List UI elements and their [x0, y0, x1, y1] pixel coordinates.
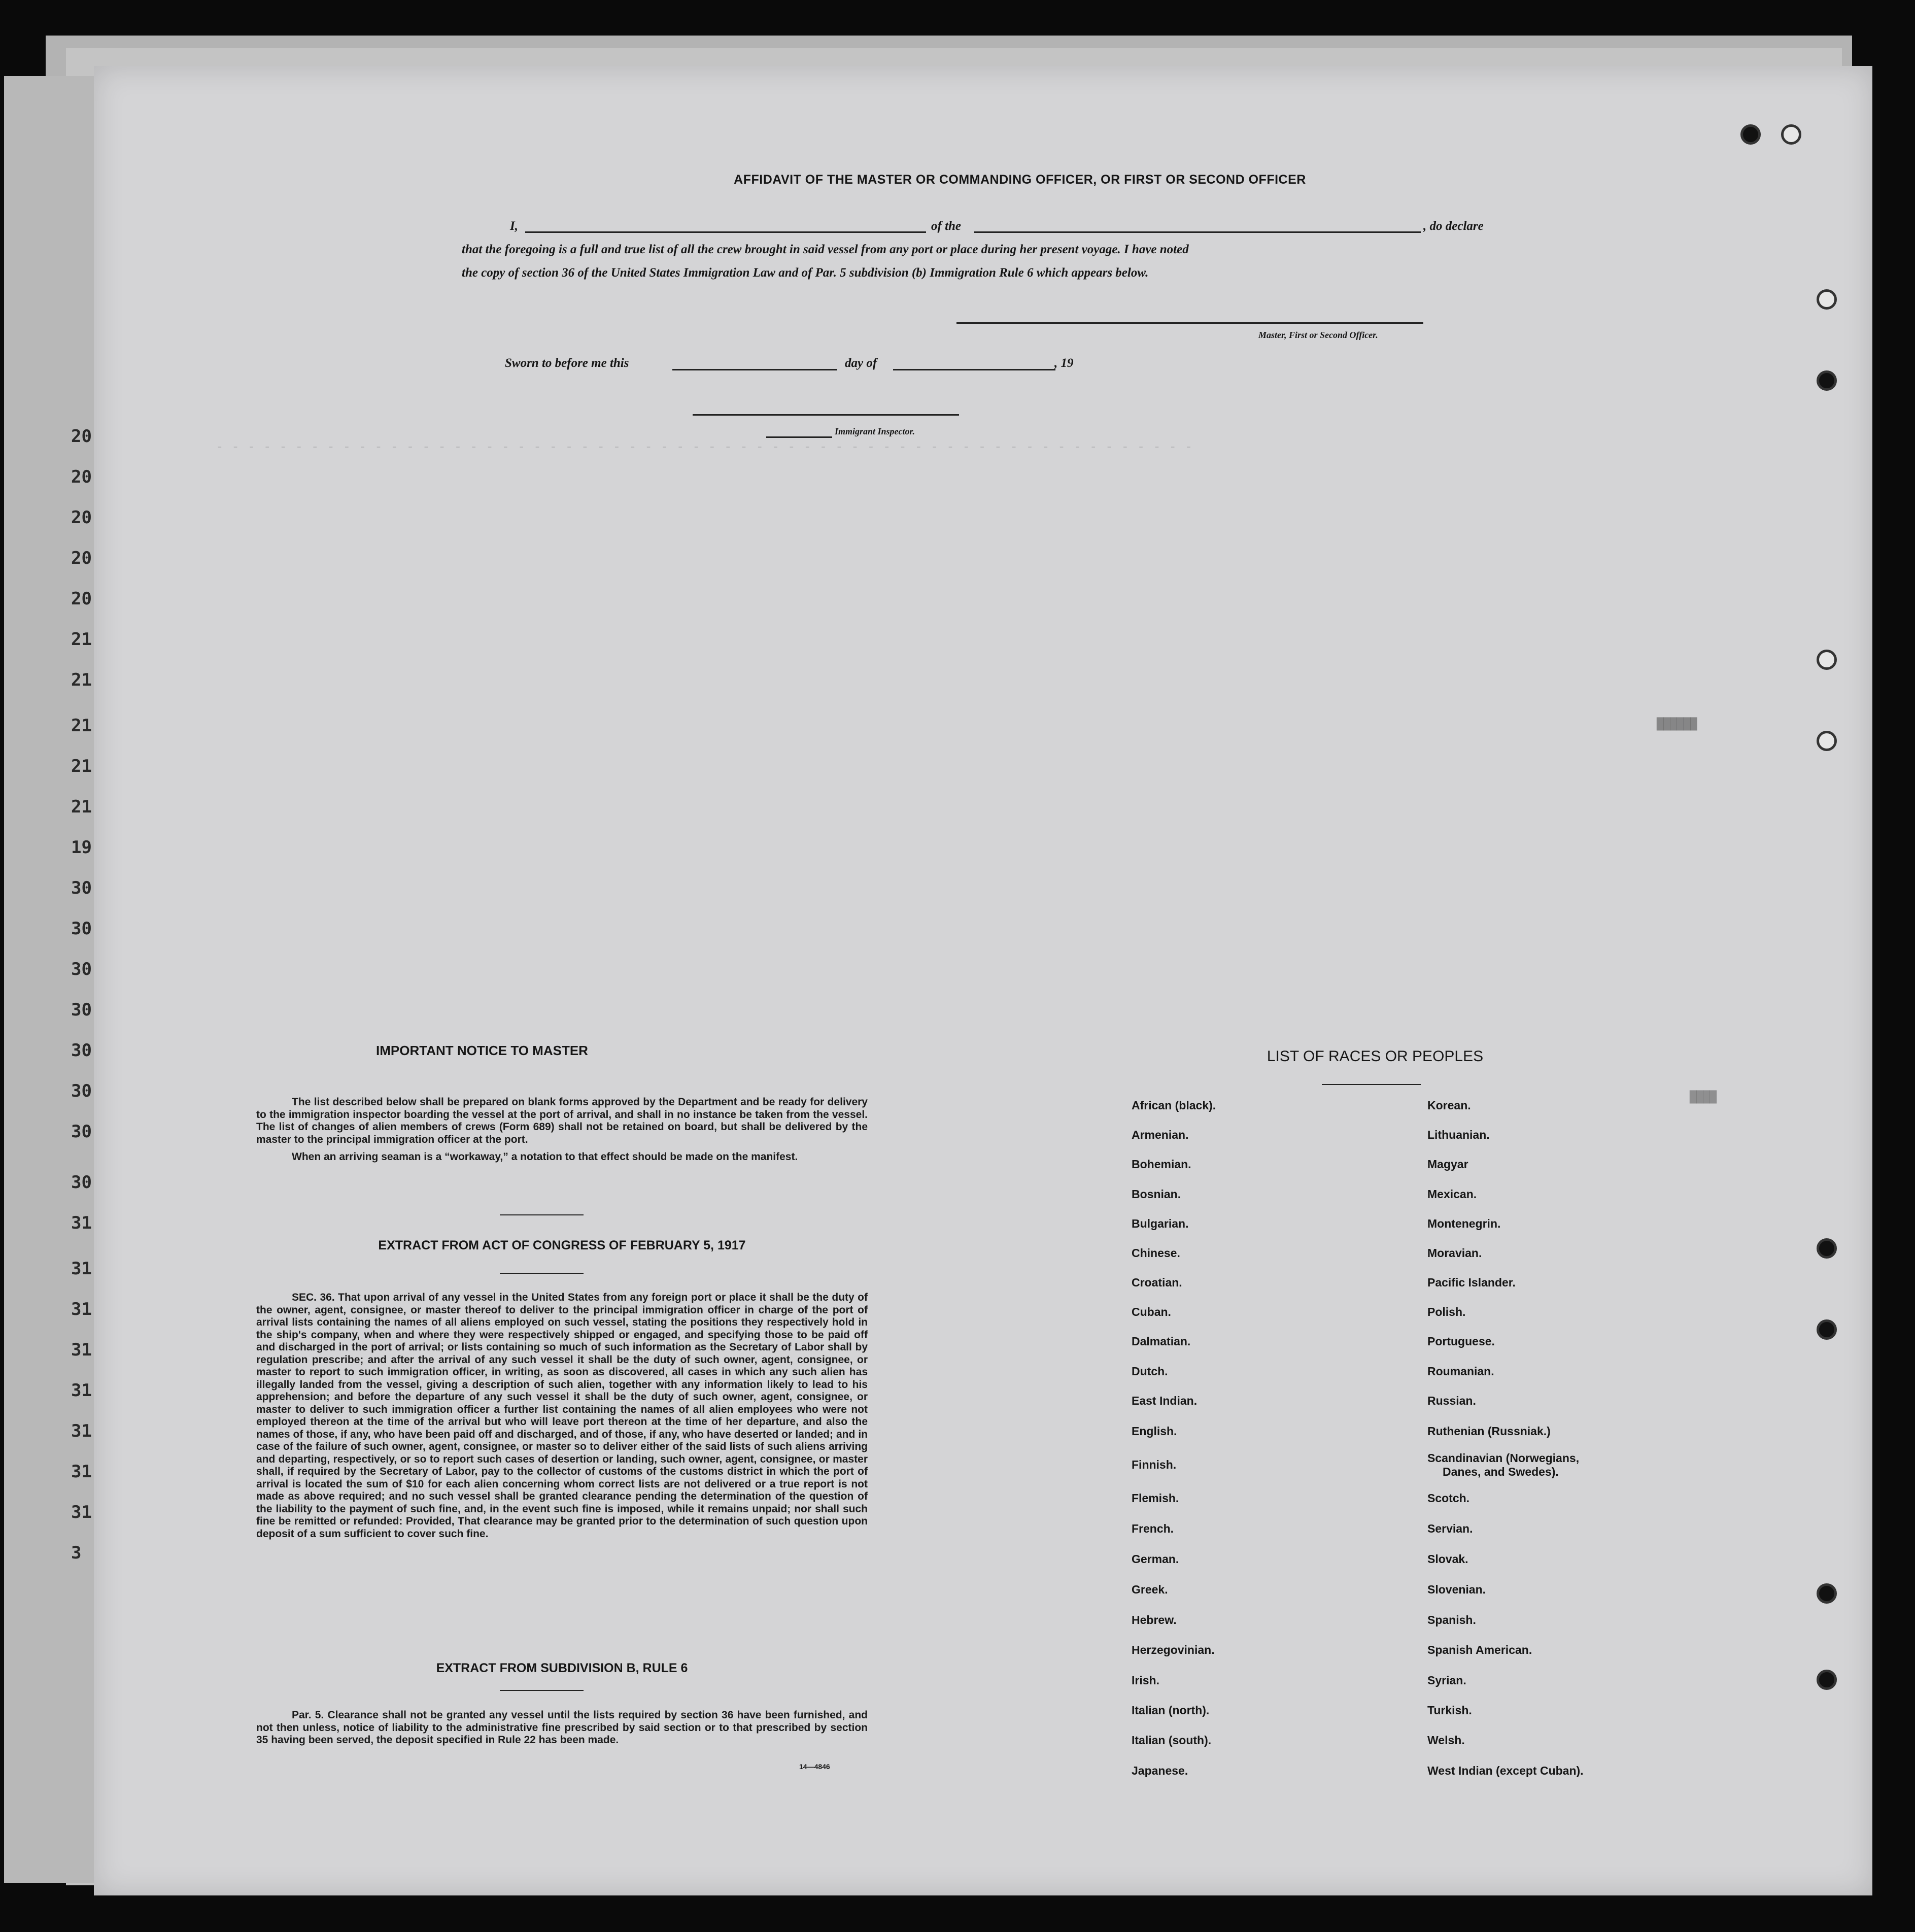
margin-number: 21	[71, 756, 92, 776]
race-item: Hebrew.	[1132, 1613, 1177, 1626]
margin-number: 31	[71, 1299, 92, 1319]
race-item: Spanish.	[1427, 1613, 1476, 1626]
race-item: Italian (south).	[1132, 1734, 1212, 1747]
notice-body	[256, 1096, 868, 1164]
race-item: Korean.	[1427, 1099, 1471, 1112]
margin-number: 30	[71, 1040, 92, 1061]
affidavit-i: I,	[510, 219, 518, 233]
race-item: Welsh.	[1427, 1734, 1465, 1747]
binder-hole	[1817, 1319, 1837, 1340]
race-item: Syrian.	[1427, 1674, 1466, 1687]
margin-number: 30	[71, 1081, 92, 1101]
race-item: Croatian.	[1132, 1276, 1182, 1289]
notice-title: IMPORTANT NOTICE TO MASTER	[376, 1043, 588, 1058]
binder-hole	[1817, 289, 1837, 310]
binder-hole	[1817, 731, 1837, 751]
divider	[500, 1214, 584, 1215]
race-item: Bosnian.	[1132, 1188, 1181, 1201]
race-item: English.	[1132, 1425, 1177, 1438]
divider	[1322, 1084, 1421, 1085]
affidavit-line3: the copy of section 36 of the United States Immigration Law and of Par. 5 subdivision (b) Immigration Rule 6 which appears below.	[462, 266, 1149, 280]
race-item: Montenegrin.	[1427, 1217, 1501, 1230]
margin-number: 20	[71, 467, 92, 487]
section-36-text: SEC. 36. That upon arrival of any vessel in the United States from any foreign port or place it shall be the duty of the owner, agent, consignee, or master thereof to deliver to the principal immigration officer in charge of the port of arrival lists containing the names of all aliens employed on such vessel, stating the positions they respectively hold in the ship's company, when and where they were respectively shipped or engaged, and specifying those to be paid off and discharged in the port of arrival; or lists containing so much of such information as the Secretary of Labor shall by regulation prescribe; and after the arrival of any such vessel it shall be the duty of such owner, agent, consignee, or master to report to such immigration officer, in writing, as soon as discovered, all cases in which any such alien has illegally landed from the vessel, giving a description of such alien, together with any information likely to lead to his apprehension; and before the departure of any such vessel it shall be the duty of such owner, agent, consignee, or master to deliver to such immigration officer a further list containing the names of all alien employees who were not employed thereon at the time of the arrival but who will leave port thereon at the time of her departure, and also the names of those, if any, who have been paid off and discharged, and of those, if any, who have deserted or landed; and in case of the failure of such owner, agent, consignee, or master so to deliver either of the said lists of such aliens arriving and departing, respectively, or so to report such cases of desertion or landing, such owner, agent, consignee, or master shall, if required by the Secretary of Labor, pay to the collector of customs of the customs district in which the port of arrival is located the sum of $10 for each alien concerning whom correct lists are not delivered or a true report is not made as above required; and no such vessel shall be granted clearance pending the determination of the question of the liability to the payment of such fine, and, in the event such fine is imposed, while it remains unpaid; nor shall such fine be remitted or refunded: Provided, That clearance may be granted prior to the determination of such question upon deposit of a sum sufficient to cover such fine.	[256, 1292, 868, 1540]
inspector-signature-line	[693, 414, 959, 416]
inspector-caption-line	[766, 436, 832, 438]
affidavit-title: AFFIDAVIT OF THE MASTER OR COMMANDING OFFICER, OR FIRST OR SECOND OFFICER	[734, 173, 1306, 187]
affidavit-of-the: of the	[931, 219, 962, 233]
race-item: Herzegovinian.	[1132, 1643, 1215, 1656]
notice-paragraph-1: The list described below shall be prepared on blank forms approved by the Department and be ready for delivery to the immigration inspector boarding the vessel at the port of arrival, and shall in no instance be taken from the vessel. The list of changes of alien members of crews (Form 689) shall not be retained on board, but shall be delivered by the master to the principal immigration officer at the port.	[256, 1096, 868, 1145]
margin-number: 21	[71, 716, 92, 736]
binder-hole	[1781, 124, 1801, 145]
act-extract-body	[256, 1292, 868, 1540]
vessel-blank-line	[974, 231, 1421, 233]
binder-hole	[1817, 370, 1837, 391]
margin-number: 30	[71, 878, 92, 898]
margin-number: 20	[71, 507, 92, 528]
race-item: Magyar	[1427, 1158, 1468, 1171]
sworn-text: Sworn to before me this	[505, 356, 629, 370]
race-item: Finnish.	[1132, 1458, 1177, 1471]
margin-number: 31	[71, 1462, 92, 1482]
margin-number: 31	[71, 1502, 92, 1522]
margin-number: 19	[71, 837, 92, 858]
race-item: Danes, and Swedes).	[1443, 1465, 1559, 1478]
race-item: Slovenian.	[1427, 1583, 1486, 1596]
races-title: LIST OF RACES OR PEOPLES	[1267, 1048, 1484, 1065]
margin-number: 21	[71, 670, 92, 690]
race-item: Flemish.	[1132, 1492, 1179, 1505]
margin-number: 31	[71, 1340, 92, 1360]
notice-paragraph-2: When an arriving seaman is a “workaway,” a notation to that effect should be made on the manifest.	[292, 1151, 798, 1163]
race-item: Servian.	[1427, 1522, 1473, 1535]
sworn-day-blank	[672, 369, 837, 370]
race-item: East Indian.	[1132, 1394, 1198, 1407]
margin-number: 20	[71, 589, 92, 609]
race-item: Pacific Islander.	[1427, 1276, 1516, 1289]
rule-extract-title: EXTRACT FROM SUBDIVISION B, RULE 6	[436, 1661, 688, 1675]
margin-number: 30	[71, 919, 92, 939]
margin-number: 31	[71, 1421, 92, 1441]
race-item: Greek.	[1132, 1583, 1168, 1596]
race-item: Russian.	[1427, 1394, 1476, 1407]
margin-number: 20	[71, 426, 92, 447]
race-item: African (black).	[1132, 1099, 1216, 1112]
race-item: Moravian.	[1427, 1246, 1482, 1260]
margin-number: 30	[71, 1172, 92, 1193]
affidavit-declare: , do declare	[1423, 219, 1484, 233]
margin-number: 3	[71, 1543, 82, 1563]
margin-number: 21	[71, 797, 92, 817]
inspector-caption: Immigrant Inspector.	[835, 426, 915, 436]
rule-extract-body	[256, 1709, 868, 1747]
race-item: Dalmatian.	[1132, 1335, 1191, 1348]
margin-number: 30	[71, 1000, 92, 1020]
master-caption: Master, First or Second Officer.	[1258, 330, 1378, 340]
margin-number: 31	[71, 1380, 92, 1401]
margin-number: 31	[71, 1213, 92, 1233]
race-item: Cuban.	[1132, 1305, 1171, 1318]
margin-number: 20	[71, 548, 92, 568]
divider	[500, 1273, 584, 1274]
margin-number: 30	[71, 959, 92, 979]
par-5-text: Par. 5. Clearance shall not be granted any vessel until the lists required by section 36 have been furnished, and not then unless, notice of liability to the administrative fine prescribed by said section or to that prescribed by section 35 having been served, the deposit specified in Rule 22 has been made.	[256, 1709, 868, 1746]
underlying-page-margin	[4, 76, 95, 1883]
race-item: Dutch.	[1132, 1365, 1168, 1378]
race-item: Italian (north).	[1132, 1704, 1210, 1717]
race-item: Portuguese.	[1427, 1335, 1495, 1348]
form-number: 14—4846	[799, 1762, 830, 1771]
act-extract-title: EXTRACT FROM ACT OF CONGRESS OF FEBRUARY 5, 1917	[378, 1238, 746, 1252]
sworn-month-blank	[893, 369, 1055, 370]
race-item: Ruthenian (Russniak.)	[1427, 1425, 1551, 1438]
margin-number: 30	[71, 1122, 92, 1142]
binder-hole	[1817, 1670, 1837, 1690]
master-signature-line	[956, 322, 1423, 324]
race-item: Spanish American.	[1427, 1643, 1532, 1656]
race-item: Polish.	[1427, 1305, 1466, 1318]
race-item: West Indian (except Cuban).	[1427, 1764, 1584, 1777]
binder-hole	[1740, 124, 1761, 145]
binder-hole	[1817, 650, 1837, 670]
race-item: Mexican.	[1427, 1188, 1477, 1201]
race-item: German.	[1132, 1552, 1179, 1566]
race-item: Chinese.	[1132, 1246, 1180, 1260]
race-item: Bulgarian.	[1132, 1217, 1189, 1230]
day-of-text: day of	[845, 356, 877, 370]
race-item: Lithuanian.	[1427, 1128, 1490, 1141]
race-item: Scandinavian (Norwegians,	[1427, 1451, 1580, 1465]
race-item: Irish.	[1132, 1674, 1159, 1687]
race-item: Scotch.	[1427, 1492, 1470, 1505]
race-item: Turkish.	[1427, 1704, 1472, 1717]
race-item: Roumanian.	[1427, 1365, 1494, 1378]
affidavit-line2: that the foregoing is a full and true list of all the crew brought in said vessel from any port or place during her present voyage. I have noted	[462, 243, 1189, 256]
margin-number: 21	[71, 629, 92, 650]
margin-number: 31	[71, 1259, 92, 1279]
form-sheet: AFFIDAVIT OF THE MASTER OR COMMANDING OFFICER, OR FIRST OR SECOND OFFICER I, of the , do declare that the foregoing is a full and true list of all the crew brought in said vessel from any port or place during her present voyage. I have noted the copy of section 36 of the United States Immigration Law and of Par. 5 subdivision (b) Immigration Rule 6 which appears below. Master, First or Second Officer. Sworn to before me this day of , 19 Immigrant Inspector. - - - - - - - - - - - - - - - - - - - - - - - - - - - - - - - - - - - - - - - - - - - - - - - - - - - - - - - - - - - - - - ██████ ████ IMPORTANT NOTICE TO MASTER The list described below shall be prepared on blank forms approved by the Department and be ready for delivery to the immigration inspector boarding the vessel at the port of arrival, and shall in no instance be taken from the vessel. The list of changes of alien members of crews (Form 689) shall not be retained on board, but shall be delivered by the master to the principal immigration officer at the port. When an arriving seaman is a “workaway,” a notation to that effect should be made on the manifest. EXTRACT FROM ACT OF CONGRESS OF FEBRUARY 5, 1917 SEC. 36. That upon arrival of any vessel in the United States from any foreign port or place it shall be the duty of the owner, agent, consignee, or master thereof to deliver to the principal immigration officer in charge of the port of arrival lists containing the names of all aliens employed on such vessel, stating the positions they respectively hold in the ship's company, when and where they were respectively shipped or engaged, and specifying those to be paid off and discharged in the port of arrival; or lists containing so much of such information as the Secretary of Labor shall by regulation prescribe; and after the arrival of any such vessel it shall be the duty of such owner, agent, consignee, or master to report to such immigration officer, in writing, as soon as discovered, all cases in which any such alien has illegally landed from the vessel, giving a description of such alien, together with any information likely to lead to his apprehension; and before the departure of any such vessel it shall be the duty of such owner, agent, consignee, or master to deliver to such immigration officer a further list containing the names of all alien employees who were not employed thereon at the time of the arrival but who will leave port thereon at the time of her departure, and also the names of those, if any, who have been paid off and discharged, and of those, if any, who have deserted or landed; and in case of the failure of such owner, agent, consignee, or master so to deliver either of the said lists of such aliens arriving and departing, respectively, or so to report such cases of desertion or landing, such owner, agent, consignee, or master shall, if required by the Secretary of Labor, pay to the collector of customs of the customs district in which the port of arrival is located the sum of $10 for each alien concerning whom correct lists are not delivered or a true report is not made as above required; and no such vessel shall be granted clearance pending the determination of the question of the liability to the payment of such fine, and, in the event such fine is imposed, while it remains unpaid; nor shall such fine be remitted or refunded: Provided, That clearance may be granted prior to the determination of such question upon deposit of a sum sufficient to cover such fine. EXTRACT FROM SUBDIVISION B, RULE 6 Par. 5. Clearance shall not be granted any vessel until the lists required by section 36 have been furnished, and not then unless, notice of liability to the administrative fine prescribed by said section or to that prescribed by section 35 having been served, the deposit specified in Rule 22 has been made. 14—4846 LIST OF RACES OR PEOPLES African (black). Armenian. Bohemian. Bosnian. Bulgarian. Chinese. Croatian. Cuban. Dalmatian. Dutch. East Indian. English. Finnish. Flemish. French. German. Greek. Hebrew. Herzegovinian. Irish. Italian (north). Italian (south). Japanese. Korean. Lithuanian. Magyar Mexican. Montenegrin. Moravian. Pacific Islander. Polish. Portuguese. Roumanian. Russian. Ruthenian (Russniak.) Scandinavian (Norwegians, Danes, and Swedes). Scotch. Servian. Slovak. Slovenian. Spanish. Spanish American. Syrian. Turkish. Welsh. West Indian (except Cuban).	[94, 66, 1872, 1895]
race-item: French.	[1132, 1522, 1174, 1535]
binder-hole	[1817, 1583, 1837, 1604]
race-item: Slovak.	[1427, 1552, 1468, 1566]
divider	[500, 1690, 584, 1691]
year-prefix: , 19	[1054, 356, 1074, 370]
race-item: Bohemian.	[1132, 1158, 1191, 1171]
name-blank-line	[525, 231, 926, 233]
binder-hole	[1817, 1238, 1837, 1259]
race-item: Japanese.	[1132, 1764, 1188, 1777]
race-item: Armenian.	[1132, 1128, 1189, 1141]
